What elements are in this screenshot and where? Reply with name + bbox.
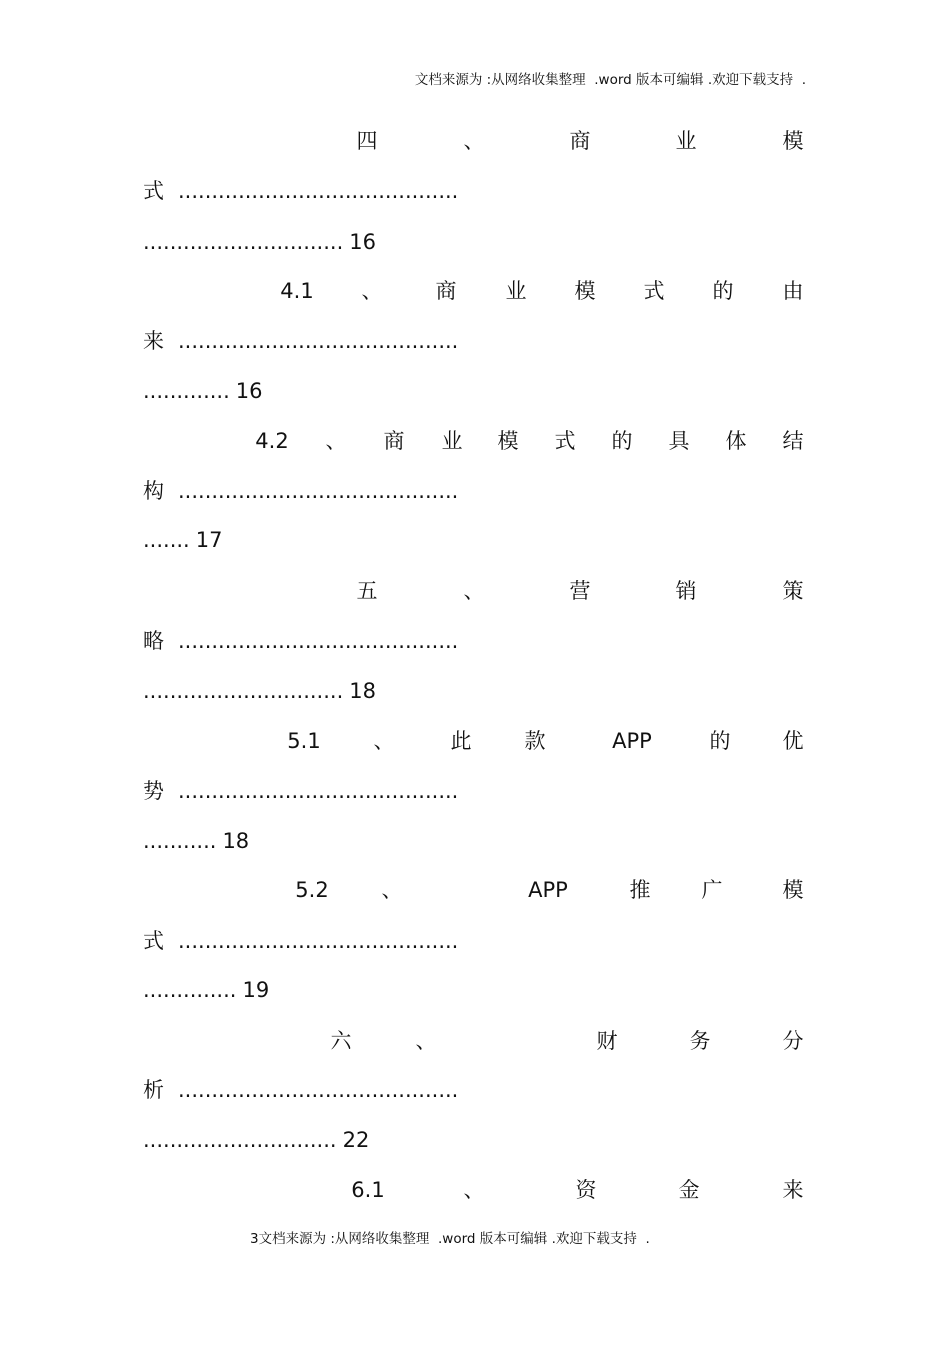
toc-title-word: 体 xyxy=(725,429,747,453)
toc-title-word: APP xyxy=(528,878,568,902)
toc-title-word: 、 xyxy=(361,279,383,303)
toc-title-word: 模 xyxy=(497,429,519,453)
toc-title-word: 四 xyxy=(356,129,378,153)
toc-page-line xyxy=(143,376,263,406)
toc-dot-leader: .......................................... xyxy=(178,929,459,953)
toc-title-word: 具 xyxy=(668,429,690,453)
toc-title-word: 业 xyxy=(441,429,463,453)
toc-title-line xyxy=(0,426,950,456)
toc-leader-line xyxy=(143,626,543,656)
toc-title-word: 由 xyxy=(782,279,804,303)
toc-title-word: 金 xyxy=(678,1178,700,1202)
toc-title-word: 款 xyxy=(524,729,546,753)
toc-title-word: 模 xyxy=(782,129,804,153)
toc-page-number: 17 xyxy=(195,528,223,552)
toc-title-word: 营 xyxy=(569,579,591,603)
toc-page-number: 22 xyxy=(342,1128,370,1152)
toc-title-tail: 析 xyxy=(143,1078,164,1102)
toc-page-line xyxy=(143,525,222,555)
toc-title-line xyxy=(0,126,950,156)
toc-dot-leader: .......................................... xyxy=(178,1078,459,1102)
toc-title-word: 五 xyxy=(356,579,378,603)
toc-title-tail: 略 xyxy=(143,629,164,653)
toc-title-word: 的 xyxy=(709,729,731,753)
toc-page-line xyxy=(143,975,269,1005)
toc-title-word: 销 xyxy=(675,579,697,603)
toc-title-tail: 式 xyxy=(143,179,164,203)
toc-title-tail: 来 xyxy=(143,329,164,353)
toc-title-word: 模 xyxy=(782,878,804,902)
toc-leader-line xyxy=(143,326,543,356)
toc-leader-line xyxy=(143,926,543,956)
toc-dot-leader: .............. xyxy=(143,978,237,1002)
toc-dot-leader: .......................................... xyxy=(178,779,459,803)
toc-dot-leader: ............................. xyxy=(143,1128,337,1152)
toc-dot-leader: ............. xyxy=(143,379,230,403)
toc-page-number: 18 xyxy=(222,829,250,853)
toc-title-line xyxy=(0,726,950,756)
toc-title-word: 财 xyxy=(596,1029,618,1053)
toc-title-word: 式 xyxy=(554,429,576,453)
toc-page-line xyxy=(143,826,249,856)
toc-dot-leader: .......................................... xyxy=(178,329,459,353)
toc-title-word: 4.2 xyxy=(255,429,289,453)
toc-title-word: 商 xyxy=(383,429,405,453)
toc-title-word: 、 xyxy=(381,878,403,902)
toc-title-word: 的 xyxy=(611,429,633,453)
toc-title-tail: 构 xyxy=(143,479,164,503)
toc-dot-leader: .............................. xyxy=(143,230,344,254)
toc-title-word: 六 xyxy=(330,1029,352,1053)
toc-page-number: 16 xyxy=(235,379,263,403)
toc-title-word: 结 xyxy=(782,429,804,453)
toc-title-word: 分 xyxy=(782,1029,804,1053)
toc-title-word: 、 xyxy=(373,729,395,753)
toc-title-word: 策 xyxy=(782,579,804,603)
toc-title-word: APP xyxy=(612,729,652,753)
toc-title-word: 式 xyxy=(643,279,665,303)
toc-title-word: 优 xyxy=(782,729,804,753)
page-header: 文档来源为 :从网络收集整理 .word 版本可编辑 .欢迎下载支持 . xyxy=(414,72,806,88)
toc-title-word: 6.1 xyxy=(351,1178,385,1202)
toc-dot-leader: ........... xyxy=(143,829,217,853)
toc-title-word: 、 xyxy=(325,429,347,453)
toc-dot-leader: .......................................... xyxy=(178,479,459,503)
toc-title-tail: 式 xyxy=(143,929,164,953)
toc-title-word: 的 xyxy=(712,279,734,303)
toc-page-number: 19 xyxy=(242,978,270,1002)
toc-title-word: 推 xyxy=(629,878,651,902)
toc-page-number: 18 xyxy=(349,679,376,703)
toc-title-word: 业 xyxy=(675,129,697,153)
toc-leader-line xyxy=(143,776,543,806)
toc-title-word: 业 xyxy=(505,279,527,303)
toc-dot-leader: .......................................... xyxy=(178,179,459,203)
toc-title-word: 、 xyxy=(463,579,485,603)
toc-title-word: 务 xyxy=(689,1029,711,1053)
toc-dot-leader: ....... xyxy=(143,528,190,552)
toc-title-word: 模 xyxy=(574,279,596,303)
toc-title-line xyxy=(0,276,950,306)
toc-title-word: 5.2 xyxy=(295,878,329,902)
toc-title-word: 、 xyxy=(463,1178,485,1202)
toc-page-line xyxy=(143,1125,369,1155)
toc-title-word: 商 xyxy=(569,129,591,153)
toc-leader-line xyxy=(143,1075,543,1105)
toc-page-line xyxy=(143,676,376,706)
toc-title-word: 广 xyxy=(701,878,723,902)
toc-title-line xyxy=(0,875,950,905)
toc-title-line xyxy=(0,576,950,606)
toc-title-word: 资 xyxy=(575,1178,597,1202)
toc-title-word: 4.1 xyxy=(280,279,314,303)
toc-title-word: 来 xyxy=(782,1178,804,1202)
toc-leader-line xyxy=(143,476,543,506)
toc-page-number: 16 xyxy=(349,230,376,254)
page-footer: 3文档来源为 :从网络收集整理 .word 版本可编辑 .欢迎下载支持 . xyxy=(250,1231,650,1247)
toc-title-word: 、 xyxy=(415,1029,437,1053)
toc-title-word: 、 xyxy=(463,129,485,153)
toc-title-word: 商 xyxy=(435,279,457,303)
toc-dot-leader: .......................................... xyxy=(178,629,459,653)
toc-leader-line xyxy=(143,176,543,206)
toc-title-line xyxy=(0,1026,950,1056)
toc-dot-leader: .............................. xyxy=(143,679,344,703)
toc-title-tail: 势 xyxy=(143,779,164,803)
toc-title-word: 5.1 xyxy=(287,729,321,753)
toc-page-line xyxy=(143,227,376,257)
toc-title-word: 此 xyxy=(450,729,472,753)
toc-title-line xyxy=(0,1175,950,1205)
